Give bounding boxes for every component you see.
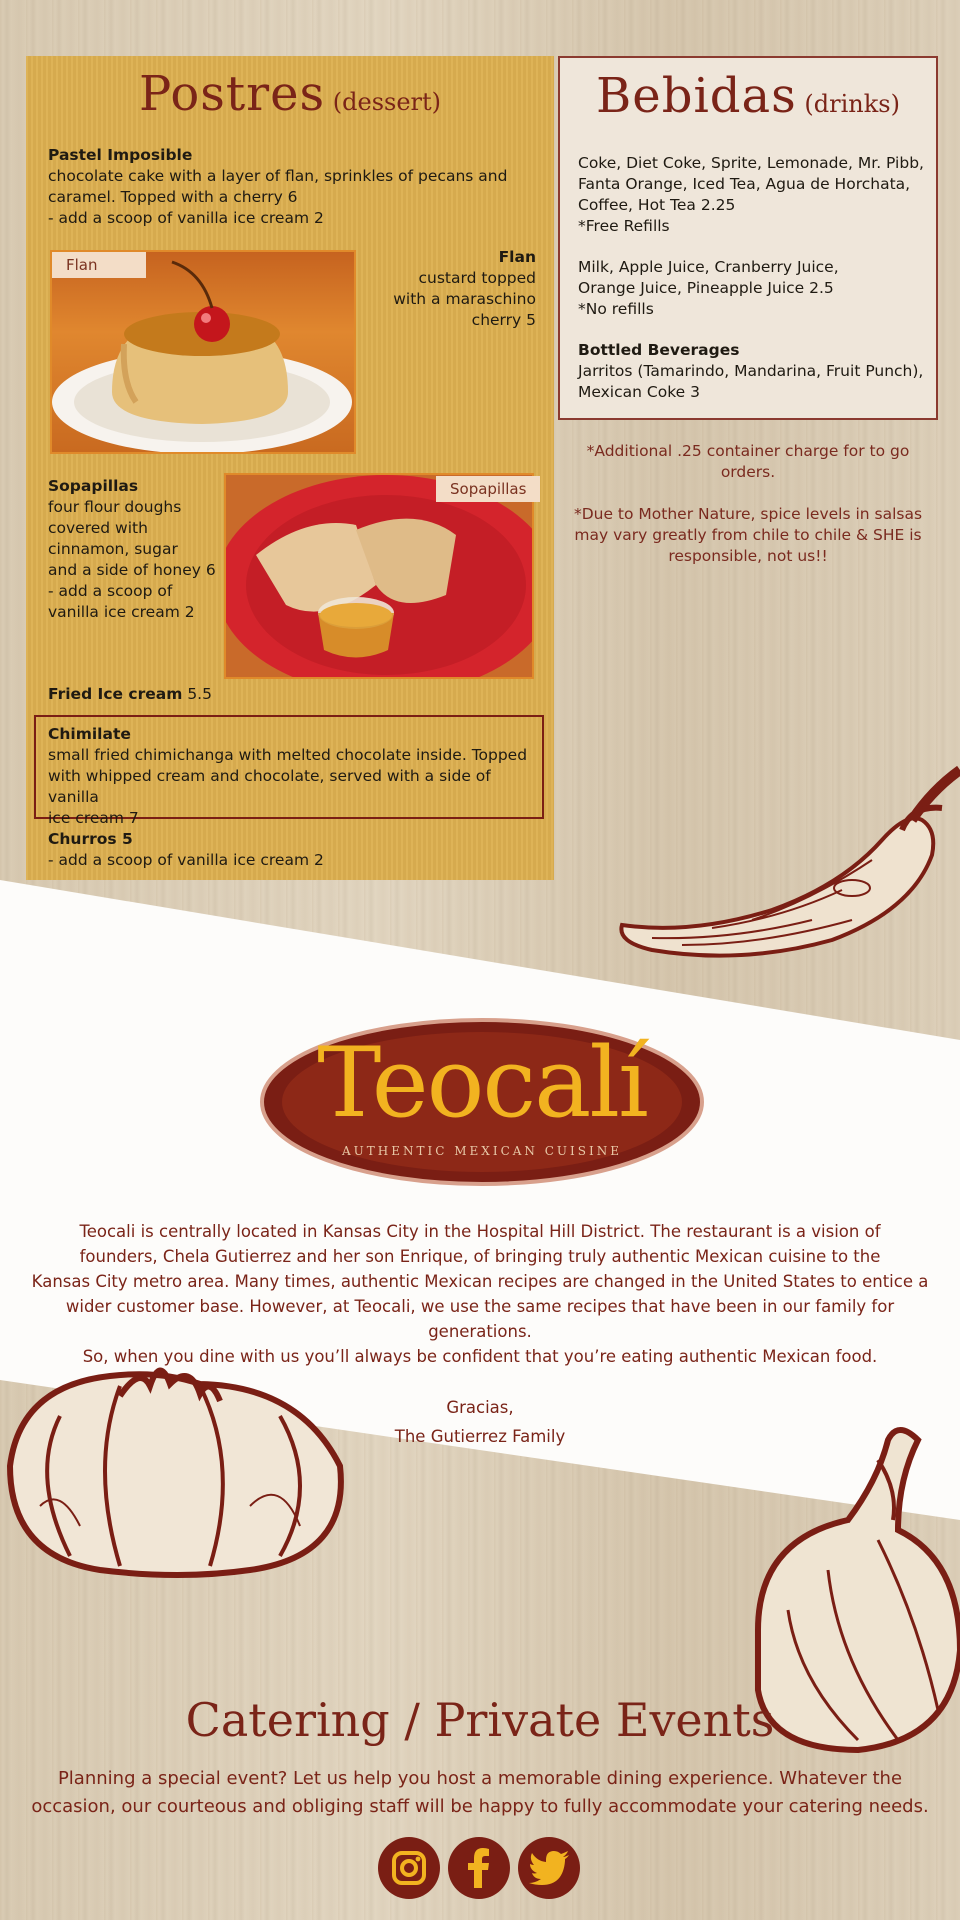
fried-ice-cream-name: Fried Ice cream [48,685,183,703]
sopapillas-desc-line: and a side of honey 6 [48,561,216,579]
about-line: wider customer base. However, at Teocali, we use the same recipes that have been in our family for generations. [65,1297,895,1341]
about-line: So, when you dine with us you’ll always be confident that you’re eating authentic Mexican food. [82,1347,878,1366]
flan-item [356,247,536,331]
juice-refill-note: *No refills [578,300,654,318]
sopapillas-photo-tag: Sopapillas [436,476,540,502]
chile-pepper-illustration [612,760,960,960]
sopapillas-name: Sopapillas [48,477,139,495]
instagram-icon [391,1850,427,1886]
juice-line: Orange Juice, Pineapple Juice 2.5 [578,279,834,297]
sopapillas-photo [224,473,534,679]
fried-ice-cream-price: 5.5 [182,685,212,703]
bebidas-title-sub: (drinks) [804,90,900,118]
facebook-button[interactable] [448,1837,510,1899]
pastel-desc-line: chocolate cake with a layer of flan, sprinkles of pecans and [48,167,508,185]
bottled-line: Jarritos (Tamarindo, Mandarina, Fruit Punch), [578,362,924,380]
churros-name: Churros 5 [48,830,133,848]
teocali-logo [260,1010,704,1190]
note-line: responsible, not us!! [668,547,828,565]
signoff-gracias: Gracias, [446,1398,514,1417]
bottled-beverages-name: Bottled Beverages [578,341,740,359]
soda-line: Coke, Diet Coke, Sprite, Lemonade, Mr. Pibb, [578,154,924,172]
postres-title-sub: (dessert) [332,88,442,116]
fried-ice-cream-item [48,684,448,705]
twitter-icon [529,1851,569,1885]
postres-title-main: Postres [138,66,326,122]
bottled-line: Mexican Coke 3 [578,383,700,401]
flan-desc-line: custard topped [418,269,536,287]
pastel-addon: - add a scoop of vanilla ice cream 2 [48,209,324,227]
note-line: may vary greatly from chile to chile & SHE is [574,526,922,544]
container-charge-note [560,441,936,483]
sopapillas-addon-line: - add a scoop of [48,582,173,600]
churros-item [48,829,528,871]
bebidas-list [578,153,934,403]
sopapillas-illustration [226,475,532,677]
chimilate-desc-line: ice cream 7 [48,809,139,827]
pastel-imposible-name: Pastel Imposible [48,146,193,164]
flan-photo [50,250,356,454]
bebidas-title-main: Bebidas [596,68,797,124]
twitter-button[interactable] [518,1837,580,1899]
note-line: orders. [720,463,776,481]
chimilate-name: Chimilate [48,725,131,743]
postres-panel [26,56,554,880]
facebook-icon [461,1848,497,1888]
churros-addon: - add a scoop of vanilla ice cream 2 [48,851,324,869]
chimilate-desc-line: small fried chimichanga with melted chocolate inside. Topped [48,746,528,764]
about-line: Kansas City metro area. Many times, authentic Mexican recipes are changed in the United States to entice a [31,1272,929,1291]
flan-name: Flan [498,248,536,266]
catering-line: occasion, our courteous and obliging staff will be happy to fully accommodate your catering needs. [31,1796,929,1817]
about-line: Teocali is centrally located in Kansas City in the Hospital Hill District. The restaurant is a vision of [79,1222,881,1241]
catering-description [10,1765,950,1821]
signoff-family: The Gutierrez Family [394,1427,566,1446]
soda-refill-note: *Free Refills [578,217,670,235]
flan-desc-line: cherry 5 [471,311,536,329]
sopapillas-desc-line: four flour doughs [48,498,182,516]
chimilate-item [48,724,538,829]
postres-title [26,66,554,122]
chimilate-desc-line: with whipped cream and chocolate, served with a side of vanilla [48,767,491,806]
about-line: founders, Chela Gutierrez and her son Enrique, of bringing truly authentic Mexican cuisine to the [79,1247,881,1266]
soda-line: Fanta Orange, Iced Tea, Agua de Horchata, [578,175,911,193]
bebidas-panel [558,56,938,420]
flan-illustration [52,252,354,452]
juice-line: Milk, Apple Juice, Cranberry Juice, [578,258,839,276]
pastel-desc-line: caramel. Topped with a cherry 6 [48,188,298,206]
logo-tagline: AUTHENTIC MEXICAN CUISINE [342,1144,622,1158]
flan-photo-tag: Flan [52,252,146,278]
catering-line: Planning a special event? Let us help you host a memorable dining experience. Whatever the [57,1768,903,1789]
sopapillas-addon-line: vanilla ice cream 2 [48,603,195,621]
sopapillas-item [48,476,238,623]
soda-line: Coffee, Hot Tea 2.25 [578,196,736,214]
note-line: *Due to Mother Nature, spice levels in salsas [573,505,923,523]
pastel-imposible-item [48,145,548,229]
bebidas-title [560,68,936,124]
spice-level-note [560,504,936,567]
logo-wordmark: Teocalí [317,1027,647,1139]
instagram-button[interactable] [378,1837,440,1899]
note-line: *Additional .25 container charge for to go [586,442,910,460]
catering-title: Catering / Private Events [185,1693,775,1747]
about-section [30,1219,930,1449]
sopapillas-desc-line: cinnamon, sugar [48,540,178,558]
flan-desc-line: with a maraschino [393,290,536,308]
sopapillas-desc-line: covered with [48,519,148,537]
